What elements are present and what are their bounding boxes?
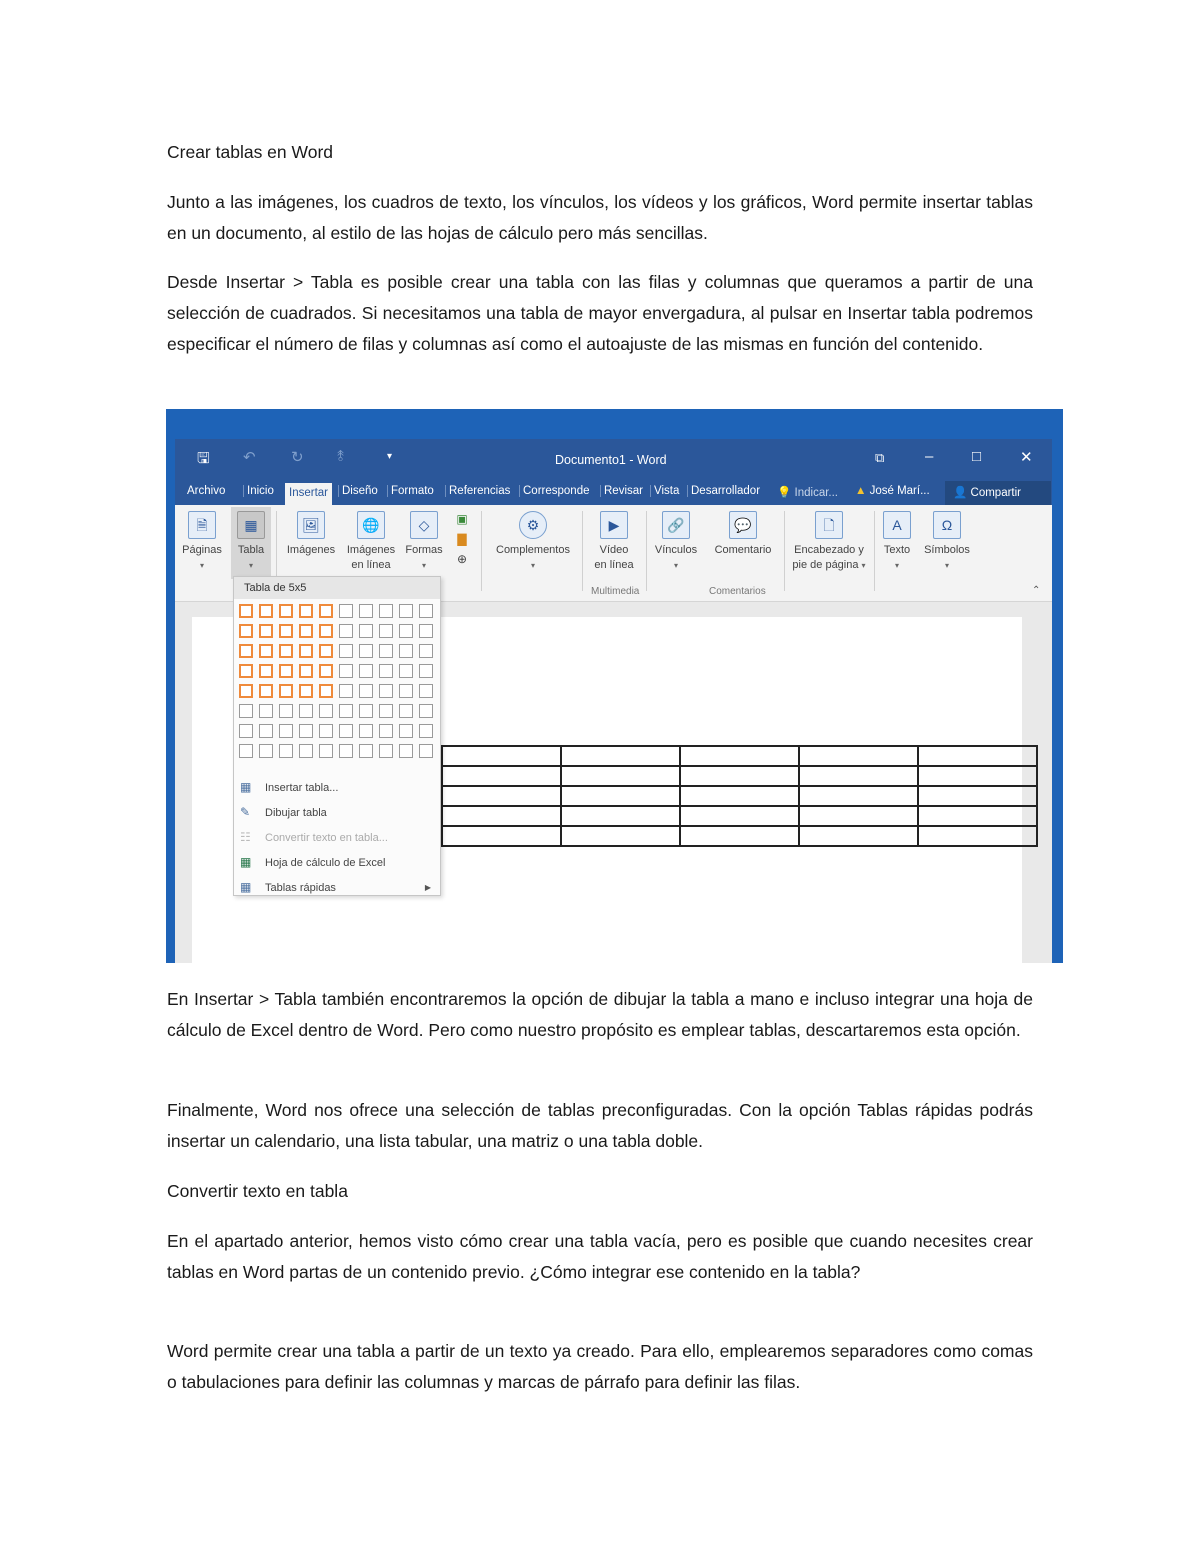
menu-item-label: Hoja de cálculo de Excel	[265, 857, 386, 869]
formas-button[interactable]	[401, 509, 447, 573]
tab-revisar[interactable]: Revisar	[600, 485, 643, 497]
grid-cell[interactable]	[379, 704, 393, 718]
grid-cell[interactable]	[239, 644, 253, 658]
grid-cell[interactable]	[339, 604, 353, 618]
table-cell[interactable]	[561, 746, 680, 766]
grid-cell[interactable]	[359, 724, 373, 738]
formas-label: Formas	[405, 544, 443, 556]
tab-corresponde[interactable]: Corresponde	[519, 485, 589, 497]
grid-cell[interactable]	[359, 664, 373, 678]
grid-cell[interactable]	[299, 684, 313, 698]
smartart-chart-buttons[interactable]	[449, 509, 475, 569]
text-box-icon: A	[883, 511, 911, 539]
grid-cell[interactable]	[399, 644, 413, 658]
menu-item-label: Insertar tabla...	[265, 782, 339, 794]
vinculos-label: Vínculos	[654, 544, 698, 556]
insert-table-icon: ▦	[240, 780, 252, 794]
tab-vista[interactable]: Vista	[650, 485, 679, 497]
ribbon-separator	[784, 511, 785, 591]
table-cell[interactable]	[799, 826, 918, 846]
imagenes-button[interactable]	[283, 509, 339, 558]
grid-cell[interactable]	[379, 644, 393, 658]
grid-cell[interactable]	[279, 604, 293, 618]
chevron-down-icon: ▾	[861, 561, 866, 570]
grid-cell[interactable]	[339, 624, 353, 638]
simbolos-button[interactable]	[919, 509, 975, 573]
grid-cell[interactable]	[379, 744, 393, 758]
quick-tables-icon: ▦	[240, 880, 252, 894]
video-en-linea-button[interactable]	[587, 509, 641, 573]
table-icon: ▦	[237, 511, 265, 539]
grid-cell[interactable]	[419, 704, 433, 718]
tab-desarrollador[interactable]: Desarrollador	[687, 485, 760, 497]
grid-cell[interactable]	[259, 664, 273, 678]
paragraph-3: En Insertar > Tabla también encontraremos la opción de dibujar la tabla a mano e incluso integrar una hoja de cálculo de Excel dentro de Word. Pero como nuestro propósito es emplear tablas, descartaremos esta opción.	[167, 989, 1033, 1040]
tab-archivo[interactable]: Archivo	[187, 485, 226, 497]
grid-cell[interactable]	[359, 644, 373, 658]
chevron-down-icon: ▾	[894, 561, 899, 570]
convert-text-icon: ☷	[240, 830, 251, 844]
grid-cell[interactable]	[239, 724, 253, 738]
tabla-label: Tabla	[237, 544, 265, 556]
table-cell[interactable]	[561, 806, 680, 826]
grid-cell[interactable]	[319, 724, 333, 738]
grid-cell[interactable]	[319, 604, 333, 618]
repeat-icon[interactable]: ⥉	[337, 448, 345, 465]
menu-item-convertir-texto	[240, 830, 388, 844]
collapse-ribbon-icon[interactable]: ⌃	[1032, 585, 1041, 596]
word-window	[175, 439, 1052, 963]
chevron-down-icon: ▾	[421, 561, 426, 570]
texto-label: Texto	[883, 544, 911, 556]
shapes-icon: ◇	[410, 511, 438, 539]
table-cell[interactable]	[561, 826, 680, 846]
person-icon: 👤	[953, 487, 968, 499]
table-row	[442, 786, 1037, 806]
grid-cell[interactable]	[319, 664, 333, 678]
header-footer-icon: 🗋	[815, 511, 843, 539]
tabla-button[interactable]	[231, 509, 271, 573]
grid-cell[interactable]	[239, 664, 253, 678]
grid-cell[interactable]	[279, 684, 293, 698]
grid-cell[interactable]	[299, 724, 313, 738]
grid-cell[interactable]	[399, 664, 413, 678]
grid-cell[interactable]	[259, 604, 273, 618]
grid-cell[interactable]	[399, 604, 413, 618]
grid-cell[interactable]	[319, 684, 333, 698]
customize-toolbar-icon[interactable]: ▾	[387, 451, 393, 462]
paragraph-1: Junto a las imágenes, los cuadros de texto, los vínculos, los vídeos y los gráficos, Word permite insertar tablas en un documento, al estilo de las hojas de cálculo pero más sencillas.	[167, 192, 1033, 243]
complementos-label: Complementos	[496, 544, 570, 556]
table-row	[442, 766, 1037, 786]
simbolos-label: Símbolos	[924, 544, 970, 556]
grid-cell[interactable]	[379, 684, 393, 698]
grid-cell[interactable]	[379, 664, 393, 678]
online-pictures-icon: 🌐	[357, 511, 385, 539]
grid-cell[interactable]	[279, 724, 293, 738]
menu-item-hoja-excel[interactable]	[240, 855, 385, 869]
grid-cell[interactable]	[419, 624, 433, 638]
heading-convertir-texto: Convertir texto en tabla	[167, 1181, 348, 1201]
excel-sheet-icon: ▦	[240, 855, 252, 869]
chevron-down-icon: ▾	[248, 561, 253, 570]
tab-referencias[interactable]: Referencias	[445, 485, 510, 497]
paginas-button[interactable]	[179, 509, 225, 573]
user-name: José Marí...	[869, 485, 930, 497]
grid-cell[interactable]	[239, 624, 253, 638]
menu-item-tablas-rapidas[interactable]	[240, 880, 336, 894]
grid-cell[interactable]	[319, 704, 333, 718]
grid-cell[interactable]	[299, 704, 313, 718]
comentario-button[interactable]	[705, 509, 781, 558]
grid-cell[interactable]	[339, 704, 353, 718]
grid-cell[interactable]	[339, 744, 353, 758]
maximize-icon[interactable]: □	[972, 448, 982, 465]
paragraph-4: Finalmente, Word nos ofrece una selección de tablas preconfiguradas. Con la opción Tablas rápidas podrás insertar un calendario, una lista tabular, una matriz o una tabla doble.	[167, 1100, 1033, 1151]
texto-button[interactable]	[877, 509, 917, 573]
grid-cell[interactable]	[259, 624, 273, 638]
grid-cell[interactable]	[319, 644, 333, 658]
table-cell[interactable]	[680, 786, 799, 806]
table-row	[442, 746, 1037, 766]
grid-cell[interactable]	[279, 744, 293, 758]
grid-cell[interactable]	[359, 704, 373, 718]
table-cell[interactable]	[799, 766, 918, 786]
grid-cell[interactable]	[359, 604, 373, 618]
grid-cell[interactable]	[239, 744, 253, 758]
tell-me-box[interactable]	[777, 485, 838, 499]
table-cell[interactable]	[799, 746, 918, 766]
grid-cell[interactable]	[399, 624, 413, 638]
grid-cell[interactable]	[419, 644, 433, 658]
ribbon-separator	[874, 511, 875, 591]
tab-diseno[interactable]: Diseño	[338, 485, 378, 497]
omega-icon: Ω	[933, 511, 961, 539]
table-cell[interactable]	[442, 746, 561, 766]
table-cell[interactable]	[918, 806, 1037, 826]
share-button[interactable]	[945, 481, 1051, 505]
grid-cell[interactable]	[399, 744, 413, 758]
ribbon-tabs	[175, 481, 1052, 505]
chart-icon: ▇	[457, 532, 467, 546]
pictures-icon: 🖼	[297, 511, 325, 539]
addins-icon: ⚙	[519, 511, 547, 539]
tab-formato[interactable]: Formato	[387, 485, 434, 497]
imagenes-label: Imágenes	[286, 544, 336, 556]
grid-cell[interactable]	[379, 624, 393, 638]
menu-item-label: Convertir texto en tabla...	[265, 832, 388, 844]
grid-cell[interactable]	[359, 744, 373, 758]
menu-item-dibujar-tabla[interactable]	[240, 805, 327, 819]
tabla-dropdown	[233, 576, 441, 896]
table-cell[interactable]	[680, 826, 799, 846]
tab-inicio[interactable]: Inicio	[243, 485, 274, 497]
grid-cell[interactable]	[279, 624, 293, 638]
inserted-table	[441, 745, 1038, 847]
grid-cell[interactable]	[379, 724, 393, 738]
paginas-label: Páginas	[182, 544, 222, 556]
table-cell[interactable]	[561, 766, 680, 786]
grid-cell[interactable]	[239, 684, 253, 698]
grid-cell[interactable]	[279, 644, 293, 658]
word-screenshot	[166, 409, 1063, 963]
vinculos-button[interactable]	[649, 509, 703, 573]
grid-cell[interactable]	[379, 604, 393, 618]
group-comentarios: Comentarios	[709, 586, 766, 597]
submenu-arrow-icon: ▶	[424, 883, 431, 892]
grid-cell[interactable]	[239, 604, 253, 618]
chevron-down-icon: ▾	[944, 561, 949, 570]
menu-item-label: Tablas rápidas	[265, 882, 336, 894]
table-cell[interactable]	[799, 806, 918, 826]
grid-cell[interactable]	[259, 644, 273, 658]
encabezado-pie-button[interactable]	[787, 509, 871, 573]
video-label-2: en línea	[594, 559, 634, 571]
chevron-down-icon: ▾	[530, 561, 535, 570]
user-account[interactable]	[855, 485, 930, 497]
grid-cell[interactable]	[319, 744, 333, 758]
table-cell[interactable]	[918, 826, 1037, 846]
grid-cell[interactable]	[339, 644, 353, 658]
grid-cell[interactable]	[279, 704, 293, 718]
grid-cell[interactable]	[279, 664, 293, 678]
lightbulb-icon: 💡	[777, 487, 792, 499]
redo-icon[interactable]: ↻	[291, 449, 304, 466]
table-cell[interactable]	[680, 746, 799, 766]
draw-table-icon: ✎	[240, 805, 251, 819]
grid-cell[interactable]	[339, 724, 353, 738]
share-label: Compartir	[970, 487, 1022, 499]
encabezado-label-1: Encabezado y	[794, 544, 864, 556]
menu-item-label: Dibujar tabla	[265, 807, 327, 819]
grid-cell[interactable]	[419, 744, 433, 758]
grid-cell[interactable]	[299, 624, 313, 638]
imagenes-linea-label-1: Imágenes	[346, 544, 396, 556]
grid-cell[interactable]	[419, 724, 433, 738]
online-video-icon: ▶	[600, 511, 628, 539]
grid-cell[interactable]	[259, 724, 273, 738]
table-cell[interactable]	[918, 766, 1037, 786]
save-icon[interactable]: 🖫	[197, 450, 210, 467]
grid-cell[interactable]	[399, 684, 413, 698]
chevron-down-icon: ▾	[673, 561, 678, 570]
window-title: Documento1 - Word	[555, 453, 667, 467]
links-icon: 🔗	[662, 511, 690, 539]
paragraph-6: Word permite crear una tabla a partir de un texto ya creado. Para ello, emplearemos separadores como comas o tabulaciones para definir las columnas y marcas de párrafo para definir las filas.	[167, 1341, 1033, 1392]
ribbon-separator	[646, 511, 647, 591]
minimize-icon[interactable]: –	[925, 448, 934, 465]
paragraph-5: En el apartado anterior, hemos visto cómo crear una tabla vacía, pero es posible que cuando necesites crear tablas en Word partas de un contenido previo. ¿Cómo integrar ese contenido en la tabla?	[167, 1231, 1033, 1282]
dropdown-title: Tabla de 5x5	[234, 577, 440, 599]
grid-cell[interactable]	[259, 704, 273, 718]
comentario-label: Comentario	[714, 544, 772, 556]
chevron-down-icon: ▾	[199, 561, 204, 570]
ribbon-display-icon[interactable]: ⧉	[875, 450, 885, 465]
imagenes-linea-label-2: en línea	[351, 559, 391, 571]
table-row	[442, 826, 1037, 846]
undo-icon[interactable]: ↶	[243, 449, 256, 466]
ribbon-separator	[582, 511, 583, 591]
table-cell[interactable]	[680, 806, 799, 826]
warning-icon: ▲	[855, 485, 867, 497]
close-icon[interactable]: ✕	[1020, 449, 1033, 466]
grid-cell[interactable]	[319, 624, 333, 638]
screenshot-icon: ⊕	[456, 552, 468, 566]
table-cell[interactable]	[442, 826, 561, 846]
heading-crear-tablas: Crear tablas en Word	[167, 142, 334, 162]
comment-icon: 💬	[729, 511, 757, 539]
pages-icon: 🗎	[188, 511, 216, 539]
grid-cell[interactable]	[419, 684, 433, 698]
group-multimedia: Multimedia	[591, 586, 640, 597]
table-cell[interactable]	[442, 786, 561, 806]
grid-cell[interactable]	[339, 664, 353, 678]
paragraph-2: Desde Insertar > Tabla es posible crear una tabla con las filas y columnas que queramos a partir de una selección de cuadrados. Si necesitamos una tabla de mayor envergadura, al pulsar en Insertar tabla podremos especificar el número de filas y columnas así como el autoajuste de las mismas en función del contenido.	[167, 272, 1033, 354]
smartart-icon: ▣	[456, 512, 468, 526]
ribbon-separator	[481, 511, 482, 591]
encabezado-label-2: pie de página	[792, 559, 859, 571]
grid-cell[interactable]	[239, 704, 253, 718]
table-cell[interactable]	[442, 806, 561, 826]
tab-insertar[interactable]: Insertar	[285, 483, 332, 505]
grid-cell[interactable]	[399, 704, 413, 718]
imagenes-en-linea-button[interactable]	[341, 509, 401, 573]
title-bar	[175, 439, 1052, 481]
grid-cell[interactable]	[299, 644, 313, 658]
table-cell[interactable]	[442, 766, 561, 786]
grid-cell[interactable]	[339, 684, 353, 698]
grid-cell[interactable]	[259, 684, 273, 698]
grid-cell[interactable]	[359, 684, 373, 698]
video-label-1: Vídeo	[599, 544, 629, 556]
grid-cell[interactable]	[419, 604, 433, 618]
grid-cell[interactable]	[299, 604, 313, 618]
grid-cell[interactable]	[359, 624, 373, 638]
table-cell[interactable]	[918, 786, 1037, 806]
grid-cell[interactable]	[399, 724, 413, 738]
grid-cell[interactable]	[419, 664, 433, 678]
table-cell[interactable]	[680, 766, 799, 786]
table-cell[interactable]	[799, 786, 918, 806]
table-row	[442, 806, 1037, 826]
tell-me-label: Indicar...	[794, 487, 838, 499]
grid-cell[interactable]	[259, 744, 273, 758]
table-cell[interactable]	[918, 746, 1037, 766]
menu-item-insertar-tabla[interactable]	[240, 780, 338, 794]
complementos-button[interactable]	[487, 509, 579, 573]
grid-cell[interactable]	[299, 664, 313, 678]
table-cell[interactable]	[561, 786, 680, 806]
grid-cell[interactable]	[299, 744, 313, 758]
